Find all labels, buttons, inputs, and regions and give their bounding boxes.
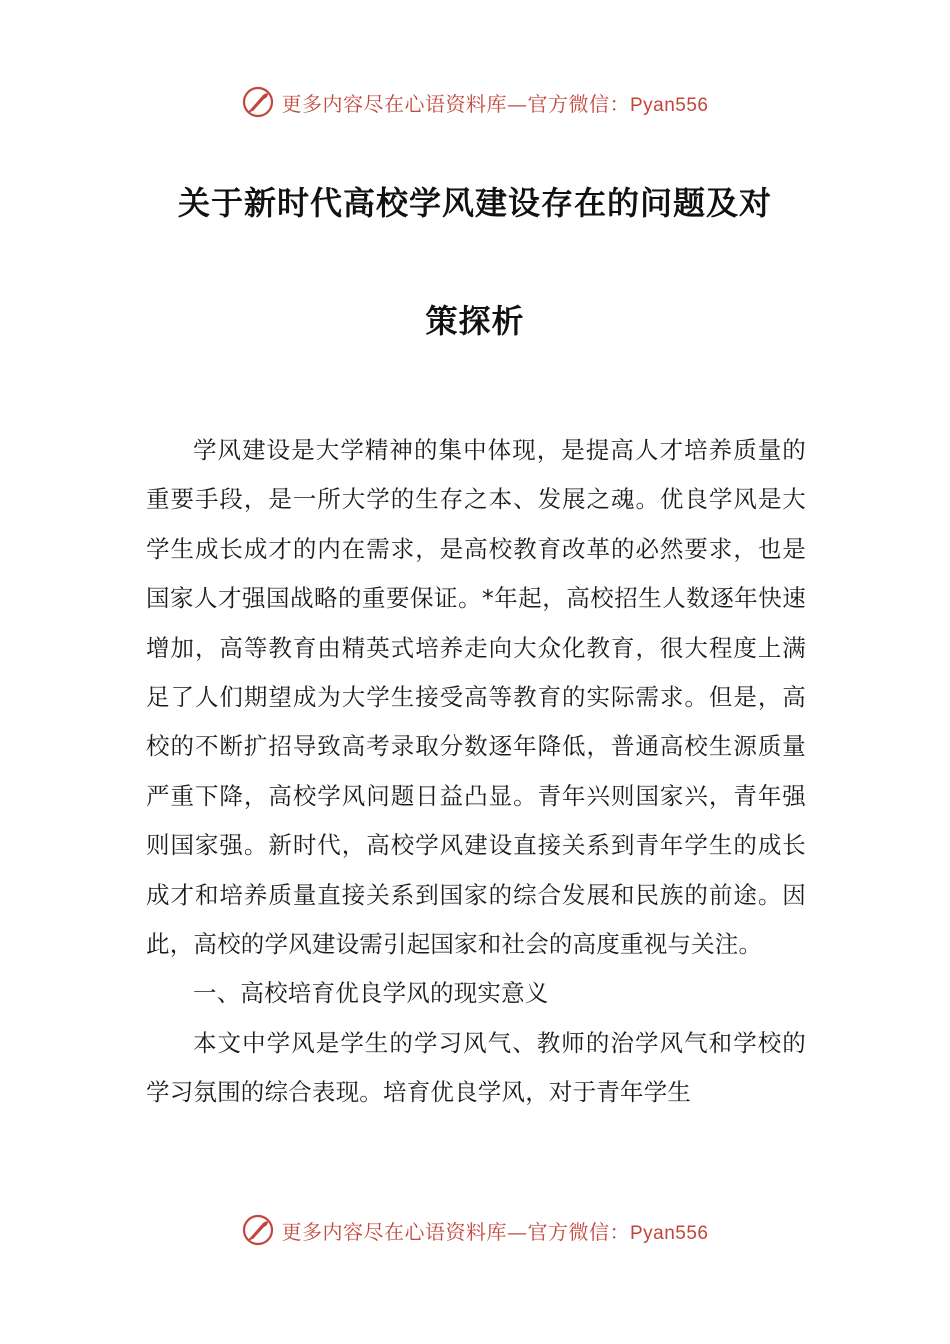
watermark-account: Pyan556 [629,1222,709,1244]
watermark-label: 更多内容尽在心语资料库—官方微信： [281,1219,630,1244]
section-heading-1: 一、高校培育优良学风的现实意义 [193,979,549,1008]
quill-pen-logo-icon [241,1213,275,1247]
body-paragraph-intro: 学风建设是大学精神的集中体现，是提高人才培养质量的重要手段，是一所大学的生存之本、发展之魂。优良学风是大学生成长成才的内在需求，是高校教育改革的必然要求，也是国家人才强国战略的重要保证。*年起，高校招生人数逐年快速增加，高等教育由精英式培养走向大众化教育，很大程度上满足了人们期望成为大学生接受高等教育的实际需求。但是，高校的不断扩招导致高考录取分数逐年降低，普通高校生源质量严重下降，高校学风问题日益凸显。青年兴则国家兴，青年强则国家强。新时代，高校学风建设直接关系到青年学生的成长成才和培养质量直接关系到国家的综合发展和民族的前途。因此，高校的学风建设需引起国家和社会的高度重视与关注。 [146,436,806,959]
document-body [146,426,806,1118]
document-title-line-2: 策探析 [425,302,525,340]
watermark-text [281,1216,708,1245]
footer-watermark [0,1210,950,1250]
quill-pen-logo-icon [241,85,275,119]
body-paragraph-section-1: 本文中学风是学生的学习风气、教师的治学风气和学校的学习氛围的综合表现。培育优良学风，对于青年学生 [146,1028,806,1107]
header-watermark [0,82,950,122]
document-title-line-1: 关于新时代高校学风建设存在的问题及对 [177,184,772,222]
watermark-label: 更多内容尽在心语资料库—官方微信： [281,91,630,116]
watermark-account: Pyan556 [629,94,709,116]
watermark-text [281,88,708,117]
